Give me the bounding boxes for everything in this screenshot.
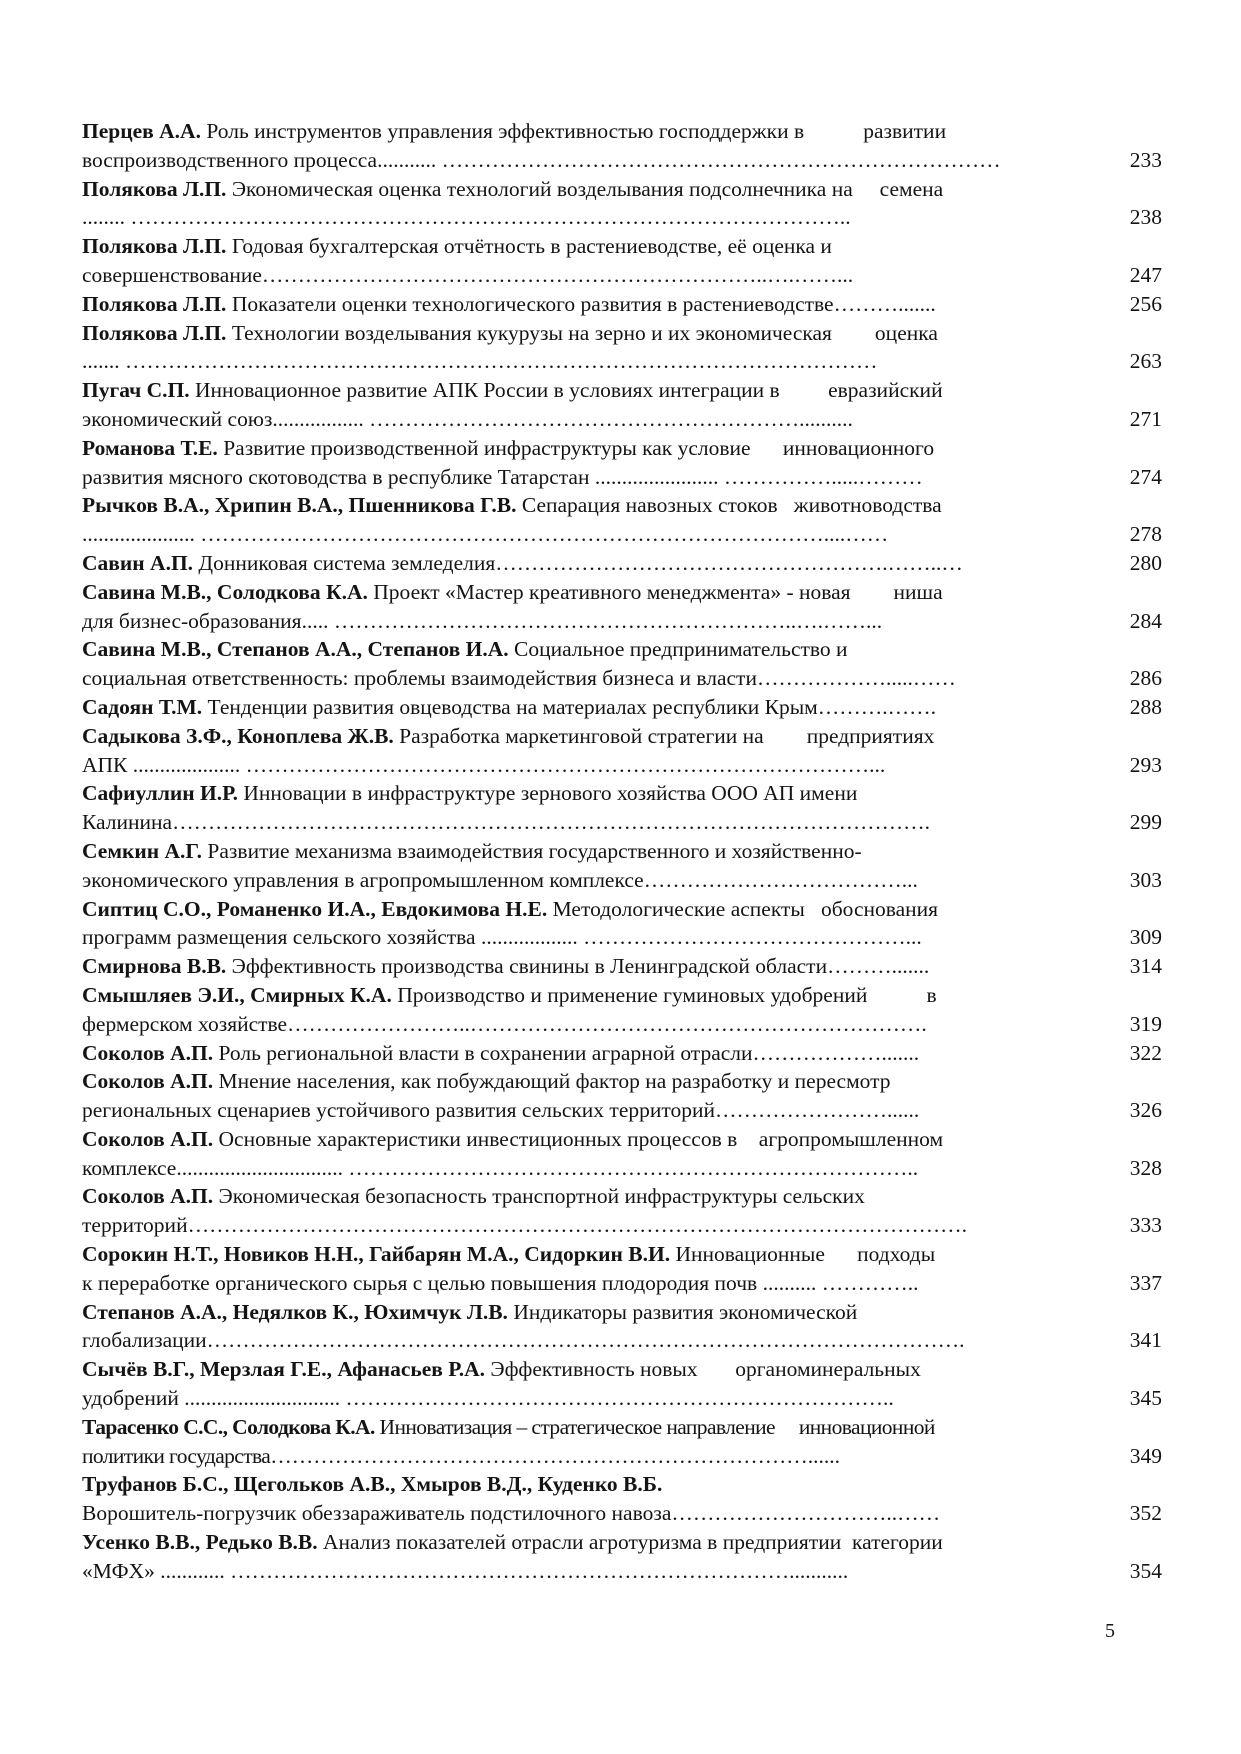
toc-entry	[82, 434, 1162, 492]
toc-entry	[82, 578, 1162, 636]
toc-entry	[82, 722, 1162, 780]
toc-entry-page: 284	[1129, 608, 1162, 633]
toc-entry-line	[82, 1182, 1090, 1211]
toc-entry-leader: ....... ……………………………………………………………………………………………	[82, 349, 878, 374]
toc-entry-title-cont: к переработке органического сырья с целью повышения плодородия почв	[82, 1270, 758, 1295]
toc-entry-title-cont: воспроизводственного процесса	[82, 147, 378, 172]
toc-entry-page: 286	[1129, 666, 1162, 691]
toc-entry	[82, 952, 1162, 981]
toc-entry	[82, 117, 1162, 175]
toc-entry-page: 309	[1129, 925, 1162, 950]
table-of-contents	[82, 117, 1162, 1586]
toc-entry-author: Семкин А.Г.	[82, 838, 203, 863]
toc-entry-page: 247	[1129, 262, 1162, 287]
toc-entry	[82, 1039, 1162, 1068]
toc-entry-title-cont: программ размещения сельского хозяйства	[82, 925, 476, 950]
toc-entry-line	[82, 1298, 1090, 1327]
toc-entry-author: Садоян Т.М.	[82, 694, 203, 719]
toc-entry-author: Полякова Л.П.	[82, 291, 227, 316]
toc-entry	[82, 1182, 1162, 1240]
toc-entry-title: Развитие механизма взаимодействия государственного и хозяйственно-	[202, 838, 862, 863]
toc-entry-author: Савин А.П.	[82, 550, 194, 575]
toc-entry-line	[82, 751, 1067, 780]
toc-entry-line	[82, 117, 1090, 146]
toc-entry-page: 238	[1129, 205, 1162, 230]
toc-entry-page: 319	[1129, 1011, 1162, 1036]
toc-entry-author: Перцев А.А.	[82, 119, 201, 143]
toc-entry-author: Смирнова В.В.	[82, 954, 227, 979]
toc-entry-page: 293	[1129, 752, 1162, 777]
toc-entry-title: Основные характеристики инвестиционных процессов в агропромышленном	[213, 1126, 944, 1151]
toc-entry-title: Экономическая безопасность транспортной инфраструктуры сельских	[213, 1184, 865, 1209]
toc-entry-leader: …………………………………………………………………………………………….	[172, 810, 930, 835]
toc-entry-leader: ……………………......	[715, 1098, 920, 1123]
toc-entry-line	[82, 347, 1067, 376]
toc-entry	[82, 1298, 1162, 1356]
toc-entry-line	[82, 434, 1090, 463]
toc-entry-line	[82, 607, 1067, 636]
toc-entry-leader: ……….......	[827, 954, 930, 979]
toc-entry-title-cont: «МФХ»	[82, 1558, 155, 1583]
toc-entry	[82, 981, 1162, 1039]
toc-entry-line	[82, 1010, 1067, 1039]
toc-entry-line	[82, 1528, 1090, 1557]
toc-entry-line	[82, 290, 1090, 319]
toc-entry-line	[82, 693, 1090, 722]
toc-entry-leader: ……….......	[833, 291, 936, 316]
toc-entry-page: 345	[1129, 1386, 1162, 1411]
toc-entry-line	[82, 837, 1090, 866]
toc-entry-page: 349	[1129, 1443, 1162, 1468]
toc-entry	[82, 837, 1162, 895]
toc-entry	[82, 1240, 1162, 1298]
toc-entry-leader: ..... ………………………………………………………..….……...	[301, 608, 883, 633]
toc-entry-line	[82, 1269, 1067, 1298]
toc-entry-title: Эффективность новых органоминеральных	[485, 1357, 921, 1382]
toc-entry-title-cont: для бизнес-образования	[82, 608, 302, 633]
toc-entry	[82, 693, 1162, 722]
toc-entry-author: Тарасенко С.С., Солодкова К.А.	[82, 1414, 375, 1439]
toc-entry	[82, 779, 1162, 837]
toc-entry-line	[82, 549, 1090, 578]
toc-entry-title-cont: развития мясного скотоводства в республике Татарстан	[82, 464, 590, 489]
toc-entry-title: Мнение населения, как побуждающий фактор на разработку и пересмотр	[213, 1069, 891, 1094]
toc-entry-line	[82, 1125, 1090, 1154]
toc-entry-author: Степанов А.А., Недялков К., Юхимчук Л.В.	[82, 1299, 508, 1324]
toc-entry-line	[82, 1384, 1067, 1413]
toc-entry-line	[82, 895, 1090, 924]
toc-entry-leader: ........... ……………………………………………………………………	[377, 147, 1001, 172]
toc-entry-line	[82, 664, 1067, 693]
toc-entry-title-cont: совершенствование	[82, 262, 262, 287]
toc-entry-leader: ............................. …………………………………………………………………..	[178, 1386, 894, 1411]
toc-entry-leader: ……………….......	[752, 1040, 920, 1065]
toc-entry-leader: …………………………………………………………………......	[270, 1443, 840, 1468]
toc-entry-line	[82, 520, 1067, 549]
toc-entry-title: Роль региональной власти в сохранении аграрной отрасли	[213, 1040, 753, 1065]
toc-entry-author: Савина М.В., Степанов А.А., Степанов И.А.	[82, 637, 509, 662]
toc-entry-line	[82, 203, 1067, 232]
toc-entry-title: Социальное предпринимательство и	[508, 637, 848, 662]
toc-entry-title-cont: глобализации	[82, 1328, 207, 1353]
toc-entry-line	[82, 952, 1090, 981]
toc-entry	[82, 1125, 1162, 1183]
toc-entry-page: 263	[1129, 349, 1162, 374]
toc-entry-title: Анализ показателей отрасли агротуризма в предприятии категории	[317, 1530, 943, 1555]
toc-entry-line	[82, 1413, 1090, 1442]
toc-entry	[82, 1067, 1162, 1125]
toc-entry-leader: ……….…….	[817, 694, 936, 719]
toc-entry-line	[82, 1154, 1067, 1183]
toc-entry-line	[82, 146, 1067, 175]
toc-entry-leader: ........ ………………………………………………………………………………………..	[82, 205, 851, 230]
toc-entry-author: Садыкова З.Ф., Коноплева Ж.В.	[82, 723, 394, 748]
toc-entry-page: 333	[1129, 1213, 1162, 1238]
toc-entry-leader: ……………………………………………………………..….……...	[261, 262, 854, 287]
toc-entry-title: Годовая бухгалтерская отчётность в растениеводстве, её оценка и	[226, 234, 832, 259]
toc-entry-title: Инновационное развитие АПК России в условиях интеграции в евразийский	[189, 378, 943, 403]
toc-entry-title: Разработка маркетинговой стратегии на предприятиях	[393, 723, 935, 748]
toc-entry-title-cont: экономического управления в агропромышленном комплексе	[82, 867, 644, 892]
toc-entry	[82, 549, 1162, 578]
toc-entry-page: 314	[1129, 954, 1162, 979]
toc-entry-title-cont: политики государства	[82, 1443, 271, 1468]
toc-entry-page: 278	[1129, 522, 1162, 547]
toc-entry	[82, 635, 1162, 693]
toc-entry	[82, 290, 1162, 319]
toc-entry-leader: …………………………..……	[671, 1501, 941, 1526]
toc-entry-page: 288	[1129, 694, 1162, 719]
toc-entry	[82, 376, 1162, 434]
toc-entry-leader: ..................... ……………………………………………………………………………....……	[82, 522, 889, 547]
toc-entry-line	[82, 1442, 1067, 1471]
toc-entry-title-cont: фермерском хозяйстве	[82, 1011, 288, 1036]
toc-entry-leader: ............ ……………………………………………………………………...........	[154, 1558, 849, 1583]
toc-entry-author: Соколов А.П.	[82, 1184, 214, 1209]
toc-entry-title: Производство и применение гуминовых удобрений в	[391, 982, 937, 1007]
toc-entry-title-cont: региональных сценариев устойчивого развития сельских территорий	[82, 1098, 716, 1123]
toc-entry-author: Полякова Л.П.	[82, 176, 227, 201]
toc-entry-author: Полякова Л.П.	[82, 320, 227, 345]
toc-entry-line	[82, 491, 1090, 520]
toc-entry	[82, 232, 1162, 290]
toc-entry-line	[82, 1039, 1090, 1068]
toc-entry-page: 271	[1129, 406, 1162, 431]
toc-entry-line	[82, 635, 1090, 664]
toc-entry-page: 326	[1129, 1098, 1162, 1123]
toc-entry-leader: ………………………………...	[643, 867, 918, 892]
toc-entry-author: Труфанов Б.С., Щегольков А.В., Хмыров В.Д., Куденко В.Б.	[82, 1472, 663, 1497]
toc-entry-title: Развитие производственной инфраструктуры как условие инновационного	[217, 435, 935, 460]
toc-entry-leader: ……………………..……………………………………………………….	[287, 1011, 927, 1036]
toc-entry-title-cont: экономический союз	[82, 406, 273, 431]
toc-entry-title: Донниковая система земледелия	[193, 550, 496, 575]
toc-entry-line	[82, 923, 1067, 952]
toc-entry-page: 274	[1129, 464, 1162, 489]
toc-entry-page: 299	[1129, 810, 1162, 835]
toc-entry-author: Смышляев Э.И., Смирных К.А.	[82, 982, 392, 1007]
toc-entry-line	[82, 376, 1090, 405]
toc-entry-line	[82, 1211, 1067, 1240]
toc-entry-line	[82, 175, 1090, 204]
toc-entry-title-cont: территорий	[82, 1213, 188, 1238]
toc-entry-author: Сафиуллин И.Р.	[82, 781, 238, 806]
toc-entry	[82, 175, 1162, 233]
toc-entry	[82, 1470, 1162, 1528]
toc-entry-author: Сиптиц С.О., Романенко И.А., Евдокимова Н.Е.	[82, 896, 548, 921]
toc-entry-line	[82, 319, 1090, 348]
toc-entry-author: Сычёв В.Г., Мерзлая Г.Е., Афанасьев Р.А.	[82, 1357, 486, 1382]
toc-entry-title: Экономическая оценка технологий возделывания подсолнечника на семена	[226, 176, 944, 201]
toc-entry-line	[82, 981, 1090, 1010]
toc-entry	[82, 1355, 1162, 1413]
toc-entry-author: Пугач С.П.	[82, 378, 190, 403]
toc-entry-leader: ……………………………………………….……..…	[495, 550, 963, 575]
toc-entry-leader: ....................... …………….....………	[589, 464, 923, 489]
toc-entry-line	[82, 1470, 1090, 1499]
toc-entry-page: 328	[1129, 1155, 1162, 1180]
toc-entry-line	[82, 1557, 1067, 1586]
toc-entry-page: 352	[1129, 1501, 1162, 1526]
toc-entry-title-cont: удобрений	[82, 1386, 179, 1411]
toc-entry-title-cont: социальная ответственность: проблемы взаимодействия бизнеса и власти	[82, 666, 757, 691]
toc-entry	[82, 895, 1162, 953]
toc-entry-page: 256	[1129, 291, 1162, 316]
toc-entry-line	[82, 405, 1067, 434]
toc-entry-line	[82, 578, 1090, 607]
toc-entry-page: 280	[1129, 550, 1162, 575]
toc-entry-line	[82, 1499, 1067, 1528]
toc-entry-title-cont: комплексе	[82, 1155, 177, 1180]
toc-entry	[82, 491, 1162, 549]
toc-entry-title: Эффективность производства свинины в Ленинградской области	[226, 954, 828, 979]
toc-entry-title: Проект «Мастер креативного менеджмента» - новая ниша	[367, 579, 943, 604]
toc-entry-page: 303	[1129, 867, 1162, 892]
toc-entry-author: Савина М.В., Солодкова К.А.	[82, 579, 368, 604]
toc-entry-title: Индикаторы развития экономической	[507, 1299, 858, 1324]
toc-entry-title: Роль инструментов управления эффективностью господдержки в развитии	[200, 119, 947, 143]
toc-entry-author: Романова Т.Е.	[82, 435, 218, 460]
toc-entry	[82, 319, 1162, 377]
toc-entry-title: Методологические аспекты обоснования	[547, 896, 939, 921]
toc-entry-author: Сорокин Н.Т., Новиков Н.Н., Гайбарян М.А., Сидоркин В.И.	[82, 1242, 671, 1267]
toc-entry-leader: ……………………………………………………………………………………………….	[187, 1213, 967, 1238]
toc-entry-line	[82, 463, 1067, 492]
toc-entry-page: 233	[1129, 147, 1162, 172]
toc-entry-leader: .................. ………………………………………...	[475, 925, 922, 950]
toc-entry-page: 322	[1129, 1040, 1162, 1065]
toc-entry-line	[82, 779, 1090, 808]
toc-entry-leader: .................... ……………………………………………………………………………...	[127, 752, 886, 777]
toc-entry-title: Инновации в инфраструктуре зернового хозяйства ООО АП имени	[237, 781, 858, 806]
toc-entry-leader: ……………….....……	[756, 666, 956, 691]
toc-entry-author: Полякова Л.П.	[82, 234, 227, 259]
toc-entry-line	[82, 866, 1067, 895]
toc-entry-author: Рычков В.А., Хрипин В.А., Пшенникова Г.В.	[82, 493, 517, 518]
toc-entry-line	[82, 1096, 1067, 1125]
toc-entry-line	[82, 1326, 1067, 1355]
toc-entry-author: Соколов А.П.	[82, 1126, 214, 1151]
toc-entry-leader: ............................... ……………………………………………………………………..	[176, 1155, 919, 1180]
toc-entry-line	[82, 1240, 1090, 1269]
toc-entry-title-cont: АПК	[82, 752, 128, 777]
toc-entry-line	[82, 1067, 1090, 1096]
toc-entry-title: Инноватизация – стратегическое направление инновационной	[374, 1414, 935, 1439]
toc-entry-line	[82, 808, 1067, 837]
toc-entry-author: Соколов А.П.	[82, 1040, 214, 1065]
toc-entry-author: Усенко В.В., Редько В.В.	[82, 1530, 318, 1555]
toc-entry-leader: ................. ……………………………………………………..........	[272, 406, 853, 431]
toc-entry-title-cont: Калинина	[82, 810, 173, 835]
toc-entry-page: 341	[1129, 1328, 1162, 1353]
toc-entry	[82, 1413, 1162, 1471]
toc-entry-line	[82, 1355, 1090, 1384]
toc-entry-title: Показатели оценки технологического развития в растениеводстве	[226, 291, 834, 316]
toc-entry-page: 354	[1129, 1558, 1162, 1583]
toc-entry-title: Технологии возделывания кукурузы на зерно и их экономическая оценка	[226, 320, 938, 345]
toc-entry-leader: .......... …………..	[757, 1270, 919, 1295]
toc-entry-page: 337	[1129, 1270, 1162, 1295]
toc-entry-title: Сепарация навозных стоков животноводства	[516, 493, 942, 518]
toc-entry-author: Соколов А.П.	[82, 1069, 214, 1094]
page-number: 5	[1105, 1620, 1115, 1642]
toc-entry	[82, 1528, 1162, 1586]
toc-entry-line	[82, 232, 1090, 261]
toc-entry-leader: …………………………………………………………………………………………….	[206, 1328, 965, 1353]
toc-entry-title: Тенденции развития овцеводства на материалах республики Крым	[202, 694, 818, 719]
toc-entry-line	[82, 261, 1067, 290]
toc-entry-title-cont: Ворошитель-погрузчик обеззараживатель подстилочного навоза	[82, 1501, 672, 1526]
toc-entry-title: Инновационные подходы	[670, 1242, 936, 1267]
toc-entry-line	[82, 722, 1090, 751]
